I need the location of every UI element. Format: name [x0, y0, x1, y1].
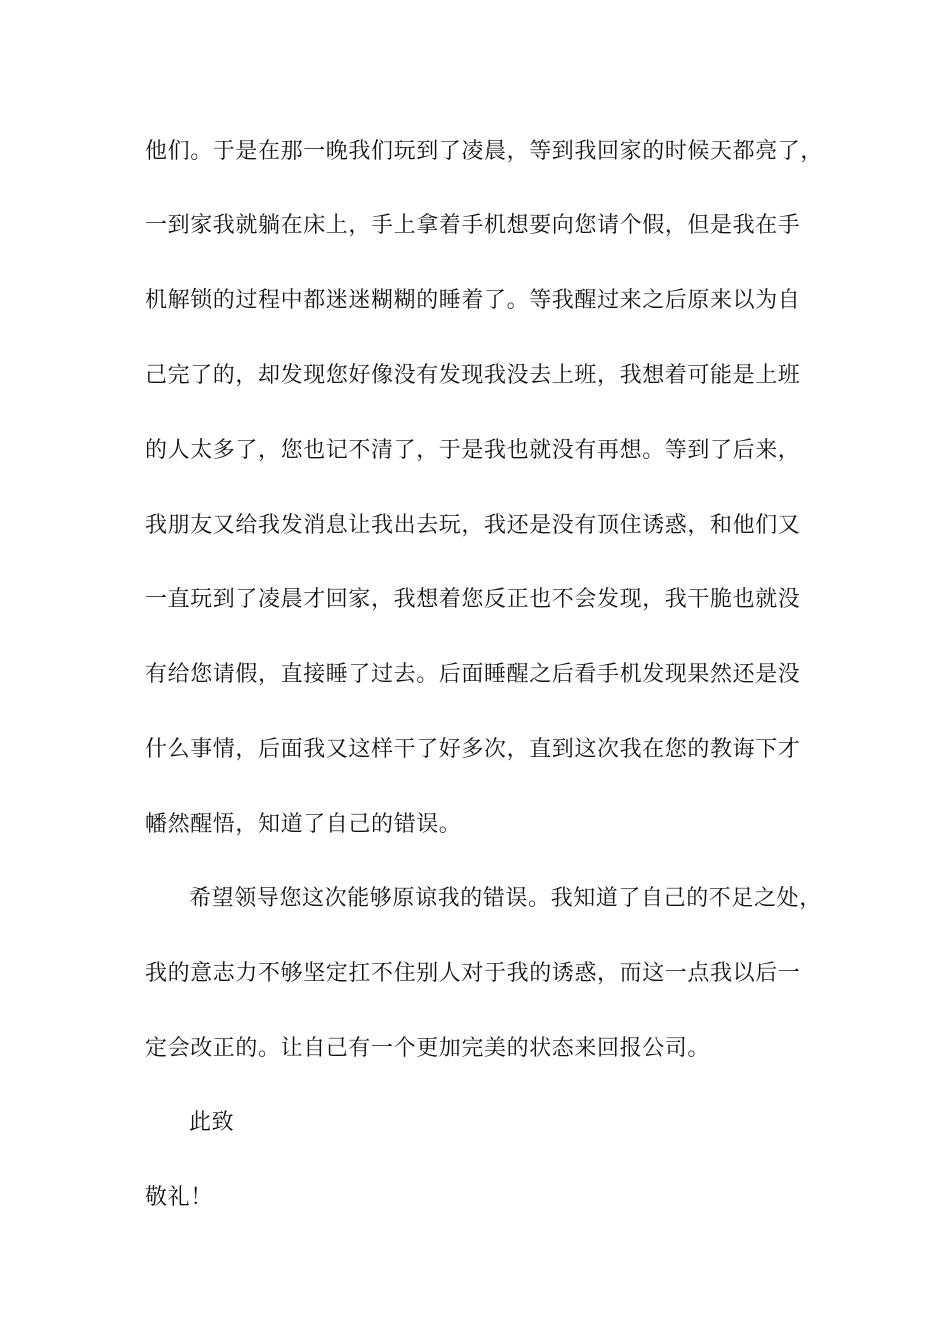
- paragraph-1-line-4: 己完了的，却发现您好像没有发现我没去上班，我想着可能是上班: [145, 363, 801, 388]
- paragraph-2-line-2: 我的意志力不够坚定扛不住别人对于我的诱惑，而这一点我以后一: [145, 961, 801, 986]
- closing-text: 此致: [189, 1110, 235, 1135]
- salutation-text: 敬礼！: [145, 1185, 213, 1210]
- paragraph-2-line-1: 希望领导您这次能够原谅我的错误。我知道了自己的不足之处，: [189, 886, 822, 911]
- paragraph-2-line-3: 定会改正的。让自己有一个更加完美的状态来回报公司。: [145, 1036, 711, 1061]
- paragraph-1-line-2: 一到家我就躺在床上，手上拿着手机想要向您请个假，但是我在手: [145, 213, 801, 238]
- paragraph-1-line-1: 他们。于是在那一晚我们玩到了凌晨，等到我回家的时候天都亮了，: [145, 139, 824, 164]
- paragraph-1-line-8: 有给您请假，直接睡了过去。后面睡醒之后看手机发现果然还是没: [145, 662, 801, 687]
- paragraph-1-line-7: 一直玩到了凌晨才回家，我想着您反正也不会发现，我干脆也就没: [145, 587, 801, 612]
- paragraph-1-line-9: 什么事情，后面我又这样干了好多次，直到这次我在您的教诲下才: [145, 737, 801, 762]
- paragraph-1-line-5: 的人太多了，您也记不清了，于是我也就没有再想。等到了后来，: [145, 438, 801, 463]
- paragraph-1-line-10: 幡然醒悟，知道了自己的错误。: [145, 812, 462, 837]
- paragraph-1-line-6: 我朋友又给我发消息让我出去玩，我还是没有顶住诱惑，和他们又: [145, 513, 801, 538]
- paragraph-1-line-3: 机解锁的过程中都迷迷糊糊的睡着了。等我醒过来之后原来以为自: [145, 288, 801, 313]
